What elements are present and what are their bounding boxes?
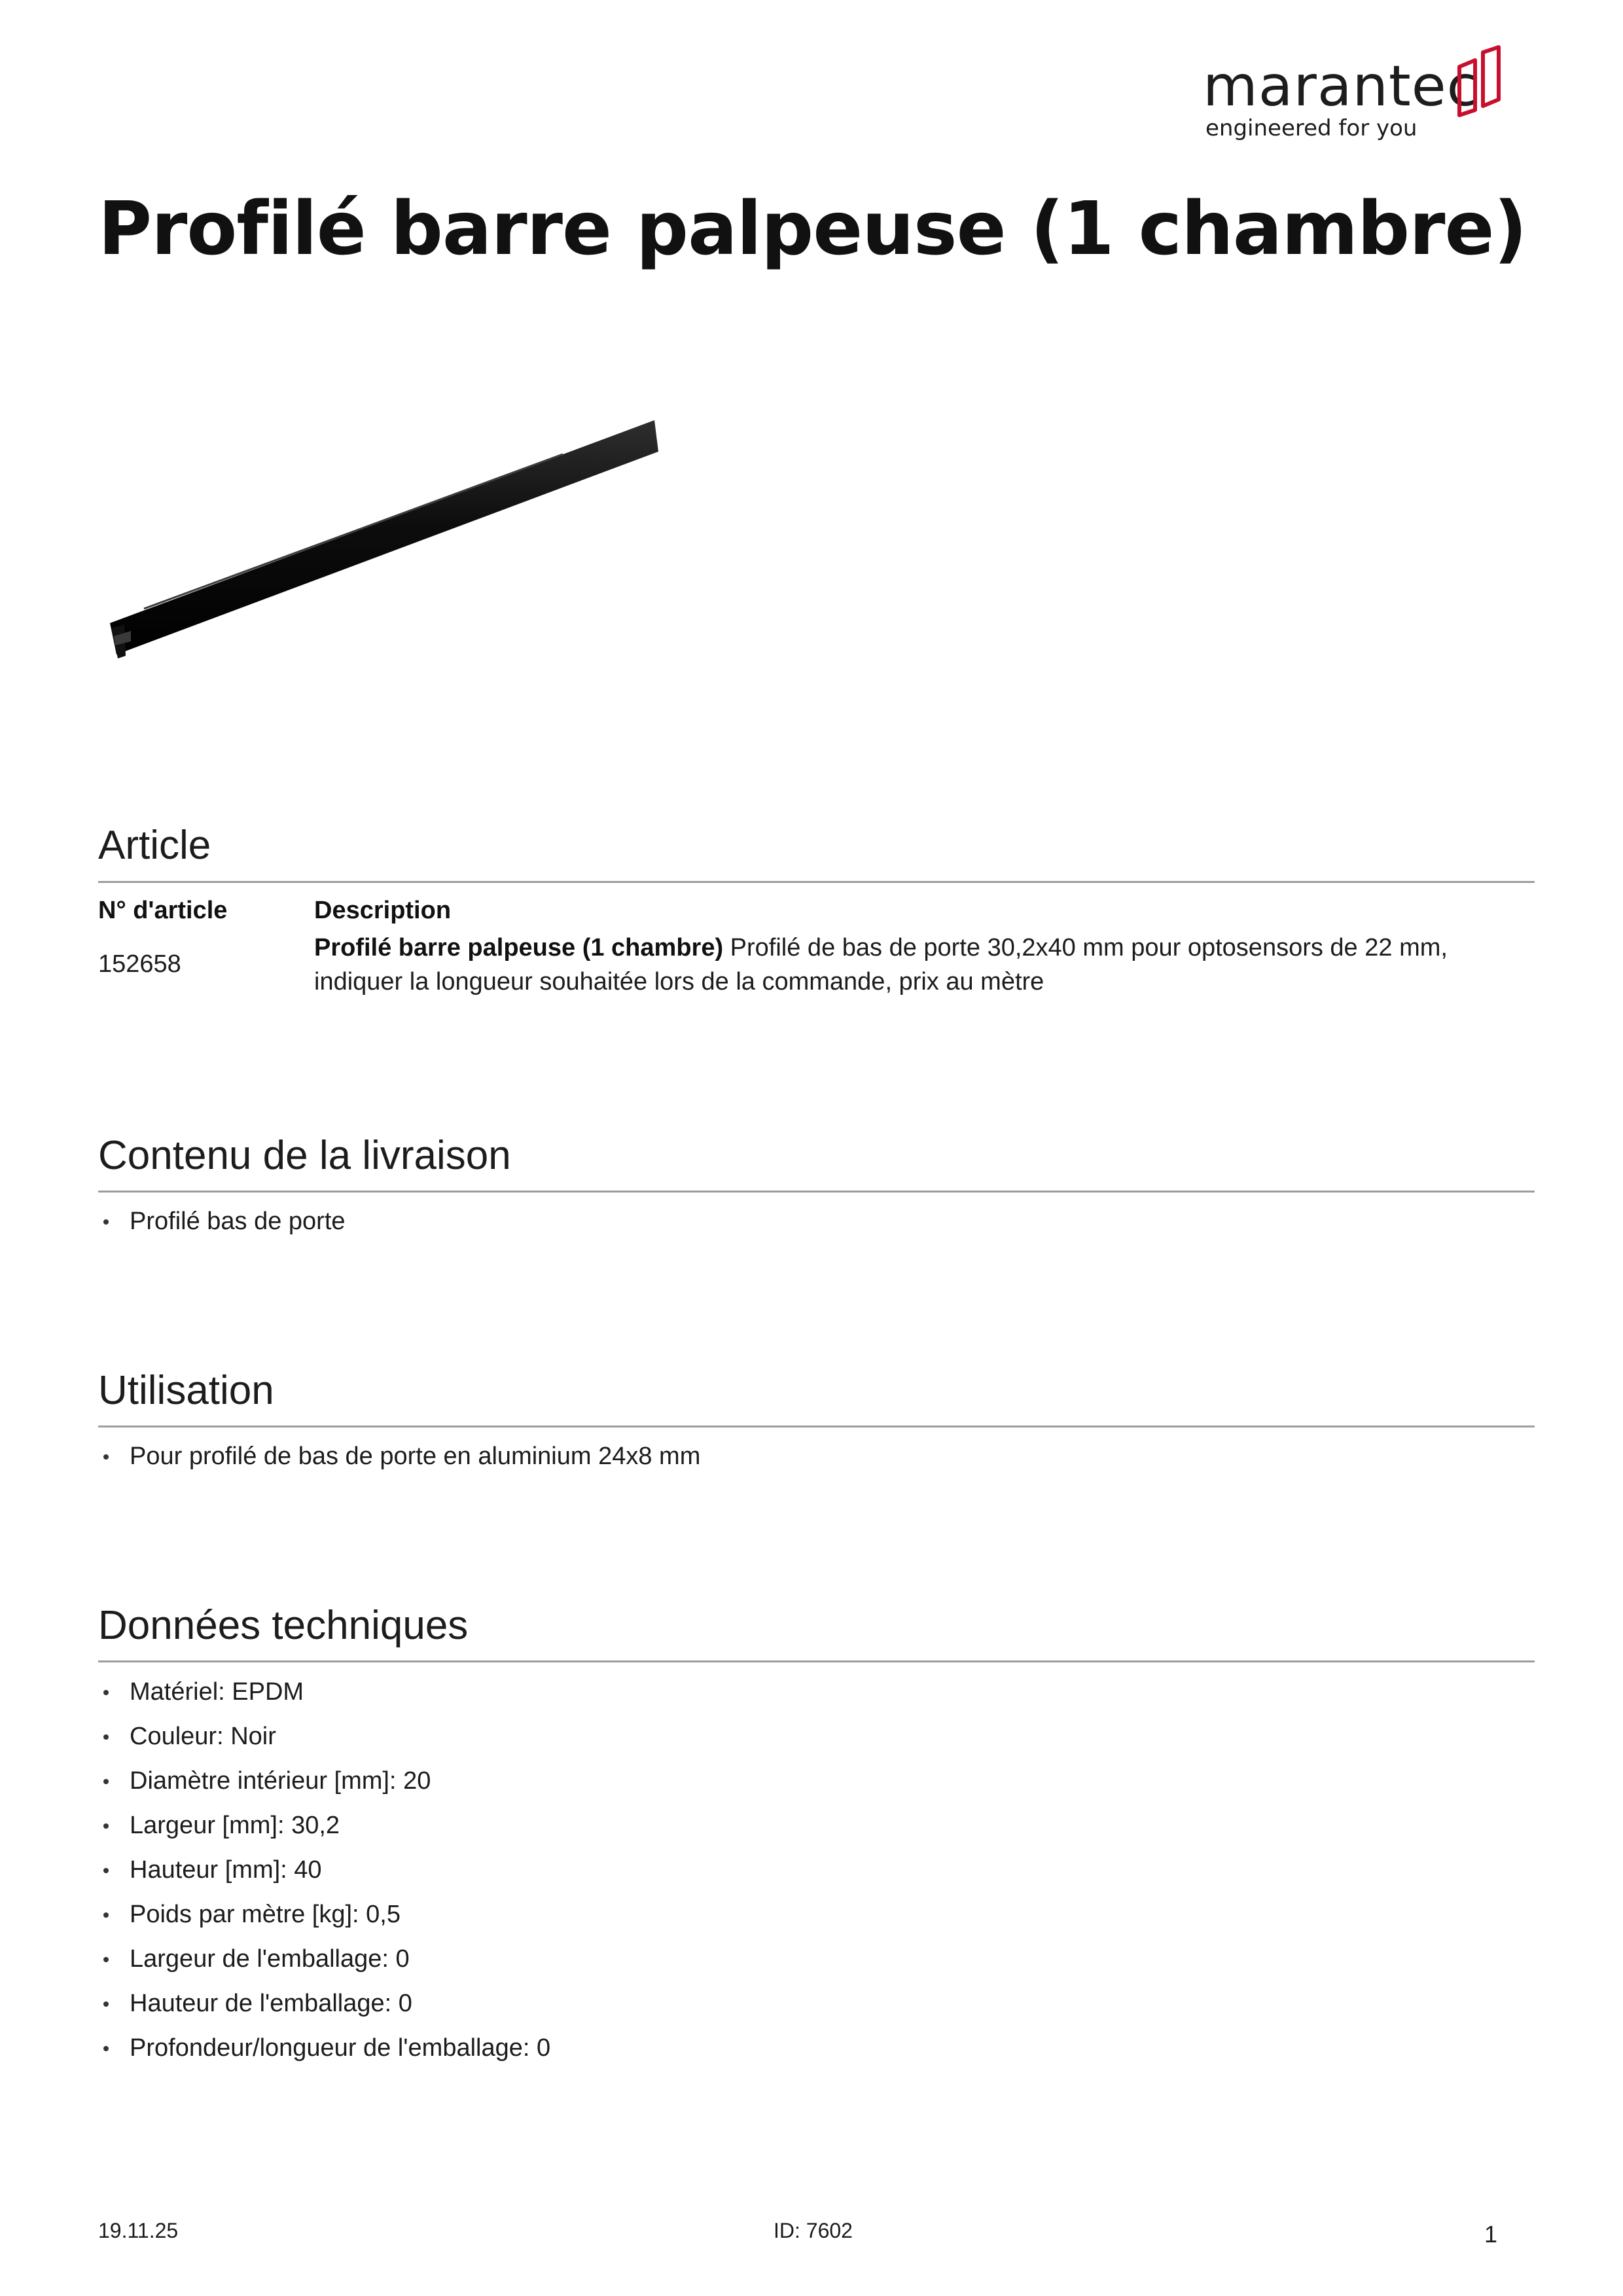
usage-list	[98, 1434, 700, 1479]
page-title: Profilé barre palpeuse (1 chambre)	[98, 187, 1527, 272]
list-item: Pour profilé de bas de porte en aluminium 24x8 mm	[98, 1434, 700, 1479]
article-divider	[98, 881, 1535, 883]
footer-date: 19.11.25	[98, 2219, 179, 2242]
usage-heading: Utilisation	[98, 1368, 274, 1413]
list-item: Diamètre intérieur [mm]: 20	[98, 1759, 550, 1803]
delivery-divider	[98, 1191, 1535, 1193]
technical-list	[98, 1670, 550, 2070]
brand-tagline: engineered for you	[1205, 115, 1418, 141]
list-item: Largeur [mm]: 30,2	[98, 1803, 550, 1848]
list-item: Hauteur [mm]: 40	[98, 1848, 550, 1892]
technical-divider	[98, 1660, 1535, 1662]
delivery-list	[98, 1199, 346, 1244]
delivery-heading: Contenu de la livraison	[98, 1133, 511, 1178]
article-description-title: Profilé barre palpeuse (1 chambre)	[314, 934, 724, 961]
list-item: Profondeur/longueur de l'emballage: 0	[98, 2026, 550, 2070]
usage-divider	[98, 1426, 1535, 1427]
article-description-text: Profilé de bas de porte 30,2x40 mm pour optosensors de 22 mm, indiquer la longueur souhaitée lors de la commande, prix au mètre	[314, 934, 1448, 996]
article-description-header: Description	[314, 897, 452, 924]
product-image	[105, 412, 661, 674]
list-item: Hauteur de l'emballage: 0	[98, 1981, 550, 2026]
list-item: Largeur de l'emballage: 0	[98, 1937, 550, 1981]
brand-name: marantec	[1203, 54, 1478, 119]
list-item: Couleur: Noir	[98, 1714, 550, 1759]
brand-mark-icon	[1455, 45, 1507, 118]
list-item: Profilé bas de porte	[98, 1199, 346, 1244]
technical-heading: Données techniques	[98, 1603, 469, 1648]
article-number-header: N° d'article	[98, 897, 228, 924]
article-description	[314, 931, 1531, 999]
article-number: 152658	[98, 950, 181, 978]
list-item: Poids par mètre [kg]: 0,5	[98, 1892, 550, 1937]
footer-id: ID: 7602	[774, 2219, 853, 2242]
page-number: 1	[1484, 2221, 1498, 2248]
brand-logo	[1203, 41, 1504, 152]
list-item: Matériel: EPDM	[98, 1670, 550, 1714]
article-heading: Article	[98, 823, 211, 868]
